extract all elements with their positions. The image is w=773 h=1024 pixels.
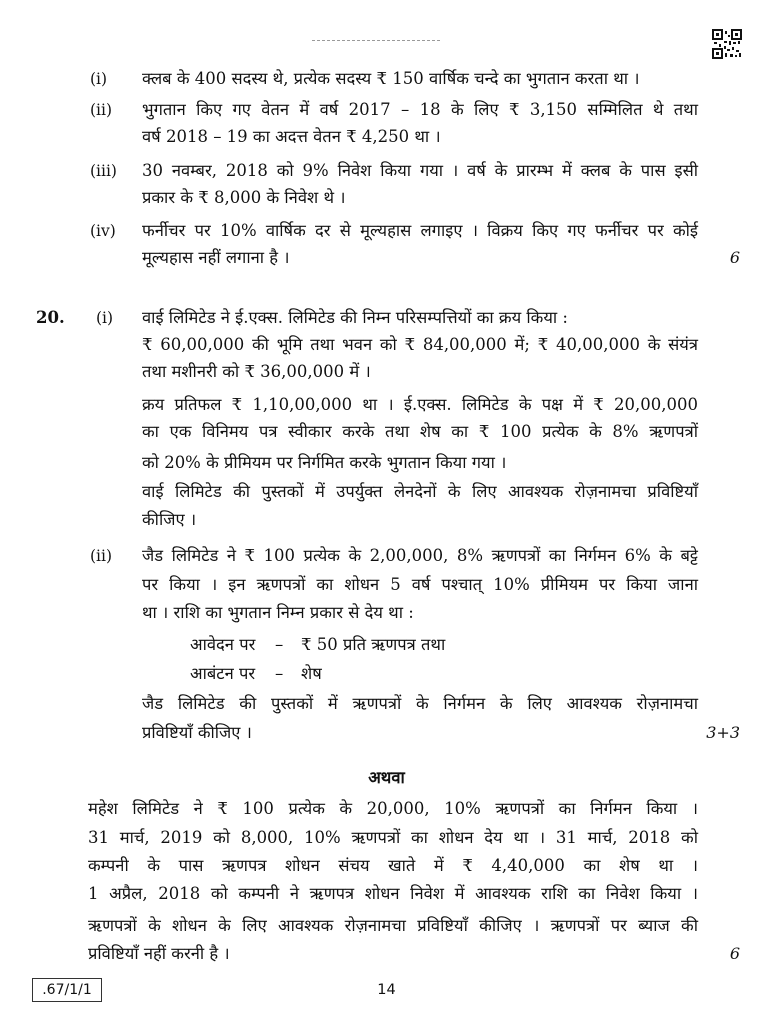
item-label-i: (i) — [90, 70, 108, 88]
item-text: क्लब के 400 सदस्य थे, प्रत्येक सदस्य ₹ 150 वार्षिक चन्दे का भुगतान करता था । — [142, 69, 640, 88]
item-text: वर्ष 2018 – 19 का अदत्त वेतन ₹ 4,250 था । — [142, 127, 441, 146]
question-text: ₹ 60,00,000 की भूमि तथा भवन को ₹ 84,00,000 में; ₹ 40,00,000 के संयंत्र — [142, 335, 698, 354]
question-text: क्रय प्रतिफल ₹ 1,10,00,000 था । ई.एक्स. लिमिटेड के पक्ष में ₹ 20,00,000 — [142, 395, 698, 414]
question-text: कम्पनी के पास ऋणपत्र शोधन संचय खाते में ₹ 4,40,000 का शेष था । — [88, 856, 698, 875]
item-text: फर्नीचर पर 10% वार्षिक दर से मूल्यहास लगाइए । विक्रय किए गए फर्नीचर पर कोई — [142, 221, 698, 240]
or-heading: अथवा — [368, 768, 405, 787]
paper-code: .67/1/1 — [32, 978, 102, 1002]
question-text: जैड लिमिटेड ने ₹ 100 प्रत्येक के 2,00,000, 8% ऋणपत्रों का निर्गमन 6% के बट्टे — [142, 546, 698, 565]
question-text: 1 अप्रैल, 2018 को कम्पनी ने ऋणपत्र शोधन निवेश में आवश्यक राशि का निवेश किया । — [88, 884, 698, 903]
question-number: 20. — [36, 308, 65, 327]
question-text: वाई लिमिटेड ने ई.एक्स. लिमिटेड की निम्न परिसम्पत्तियों का क्रय किया : — [142, 308, 568, 327]
page-number: 14 — [377, 982, 396, 998]
question-text: तथा मशीनरी को ₹ 36,00,000 में । — [142, 362, 371, 381]
schedule-stage: आबंटन पर — [190, 664, 256, 683]
question-text: प्रविष्टियाँ नहीं करनी है । — [88, 944, 230, 963]
item-text: 30 नवम्बर, 2018 को 9% निवेश किया गया । वर्ष के प्रारम्भ में क्लब के पास इसी — [142, 161, 698, 180]
schedule-dash: – — [275, 635, 284, 654]
schedule-dash: – — [275, 664, 284, 683]
item-label-iv: (iv) — [90, 222, 116, 240]
part-label-i: (i) — [96, 309, 114, 327]
question-text: का एक विनिमय पत्र स्वीकार करके तथा शेष का ₹ 100 प्रत्येक के 8% ऋणपत्रों — [142, 422, 698, 441]
question-text: वाई लिमिटेड की पुस्तकों में उपर्युक्त लेनदेनों के लिए आवश्यक रोज़नामचा प्रविष्टियाँ — [142, 482, 698, 501]
schedule-stage: आवेदन पर — [190, 635, 256, 654]
question-text: जैड लिमिटेड की पुस्तकों में ऋणपत्रों के निर्गमन के लिए आवश्यक रोज़नामचा — [142, 694, 698, 713]
question-text: को 20% के प्रीमियम पर निर्गमित करके भुगतान किया गया । — [142, 453, 507, 472]
item-text: भुगतान किए गए वेतन में वर्ष 2017 – 18 के लिए ₹ 3,150 सम्मिलित थे तथा — [142, 100, 698, 119]
item-text: प्रकार के ₹ 8,000 के निवेश थे । — [142, 188, 346, 207]
item-text: मूल्यहास नहीं लगाना है । — [142, 248, 290, 267]
marks: 6 — [729, 944, 740, 963]
marks: 6 — [729, 248, 740, 267]
item-label-ii: (ii) — [90, 101, 113, 119]
item-label-iii: (iii) — [90, 162, 117, 180]
question-text: पर किया । इन ऋणपत्रों का शोधन 5 वर्ष पश्चात् 10% प्रीमियम पर किया जाना — [142, 575, 698, 594]
question-text: प्रविष्टियाँ कीजिए । — [142, 723, 252, 742]
qr-code-icon — [712, 29, 742, 59]
header-rule — [312, 40, 440, 41]
question-text: महेश लिमिटेड ने ₹ 100 प्रत्येक के 20,000, 10% ऋणपत्रों का निर्गमन किया । — [88, 799, 698, 818]
part-label-ii: (ii) — [90, 547, 113, 565]
question-text: ऋणपत्रों के शोधन के लिए आवश्यक रोज़नामचा प्रविष्टियाँ कीजिए । ऋणपत्रों पर ब्याज की — [88, 916, 698, 935]
question-text: 31 मार्च, 2019 को 8,000, 10% ऋणपत्रों का शोधन देय था । 31 मार्च, 2018 को — [88, 828, 698, 847]
marks: 3+3 — [706, 723, 740, 742]
schedule-amount: शेष — [301, 664, 322, 683]
question-text: कीजिए । — [142, 510, 197, 529]
schedule-amount: ₹ 50 प्रति ऋणपत्र तथा — [301, 635, 446, 654]
question-text: था । राशि का भुगतान निम्न प्रकार से देय था : — [142, 603, 414, 622]
